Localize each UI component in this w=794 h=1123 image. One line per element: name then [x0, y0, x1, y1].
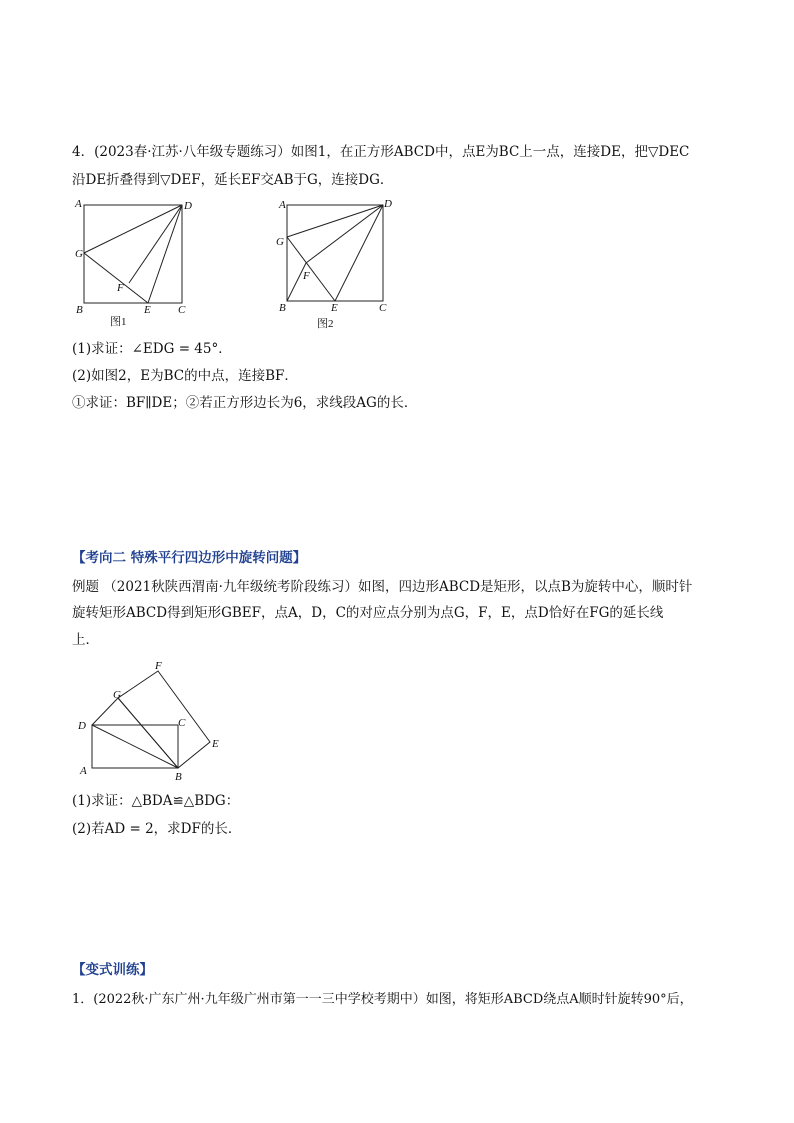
- fig1-line-DG: [84, 205, 182, 253]
- problem4-line1: 4．(2023春·江苏·八年级专题练习）如图1，在正方形ABCD中，点E为BC上一点，连接DE，把▽DEC: [72, 144, 690, 160]
- rotation-figure: [72, 655, 232, 785]
- example-line1: 例题 （2021秋陕西渭南·九年级统考阶段练习）如图，四边形ABCD是矩形，以点B为旋转中心，顺时针: [72, 579, 693, 595]
- figure-2: [275, 195, 405, 335]
- line-DB: [92, 725, 178, 768]
- section3-heading: 【变式训练】: [72, 962, 153, 978]
- rot-label-E: E: [212, 738, 219, 750]
- line-GB: [118, 698, 178, 768]
- example-line2: 旋转矩形ABCD得到矩形GBEF，点A，D，C的对应点分别为点G，F，E，点D恰好在FG的延长线: [72, 605, 664, 621]
- fig2-label-F: F: [303, 270, 310, 282]
- fig1-label-A: A: [75, 198, 82, 210]
- fig2-label-G: G: [276, 236, 284, 248]
- example-question2: (2)若AD = 2，求DF的长．: [72, 821, 242, 837]
- fig2-label-B: B: [279, 302, 286, 314]
- fig1-square: [84, 205, 182, 303]
- rot-label-G: G: [113, 689, 121, 701]
- fig1-label-E: E: [144, 304, 151, 316]
- rect-GBEF: [118, 671, 210, 768]
- variant-line1: 1．(2022秋·广东广州·九年级广州市第一一三中学校考期中）如图，将矩形ABCD绕点A顺时针旋转90°后，: [72, 992, 693, 1007]
- fig1-caption: 图1: [110, 316, 127, 328]
- rot-label-D: D: [78, 720, 86, 732]
- fig1-label-B: B: [76, 304, 83, 316]
- example-line3: 上．: [72, 632, 99, 648]
- section2-heading: 【考向二 特殊平行四边形中旋转问题】: [72, 550, 307, 566]
- fig2-caption: 图2: [317, 318, 334, 330]
- fig2-label-C: C: [379, 302, 387, 314]
- rot-label-C: C: [178, 717, 186, 729]
- fig2-line-DE: [335, 205, 383, 301]
- fig2-line-DG: [287, 205, 383, 237]
- figure-1: [72, 195, 202, 330]
- rot-label-A: A: [80, 765, 87, 777]
- fig1-line-GE: [84, 253, 148, 303]
- problem4-question2: (2)如图2，E为BC的中点，连接BF．: [72, 368, 298, 384]
- fig2-line-DF: [306, 205, 383, 263]
- fig1-line-DF: [129, 205, 182, 283]
- fig1-label-G: G: [75, 248, 83, 260]
- problem4-line2: 沿DE折叠得到▽DEF，延长EF交AB于G，连接DG．: [72, 172, 394, 188]
- fig2-label-E: E: [331, 302, 338, 314]
- fig2-square: [287, 205, 383, 301]
- rot-label-F: F: [155, 660, 162, 672]
- problem4-question1: (1)求证：∠EDG = 45°．: [72, 341, 232, 357]
- fig1-label-F: F: [117, 282, 124, 294]
- problem4-question3: ①求证：BF∥DE；②若正方形边长为6，求线段AG的长．: [72, 395, 418, 411]
- fig1-label-D: D: [184, 200, 192, 212]
- fig2-line-BF: [287, 263, 306, 301]
- rot-label-B: B: [175, 771, 182, 783]
- fig2-label-A: A: [279, 199, 286, 211]
- line-DG: [92, 698, 118, 725]
- example-question1: (1)求证：△BDA≌△BDG：: [72, 793, 240, 809]
- fig1-label-C: C: [178, 304, 186, 316]
- fig2-label-D: D: [384, 198, 392, 210]
